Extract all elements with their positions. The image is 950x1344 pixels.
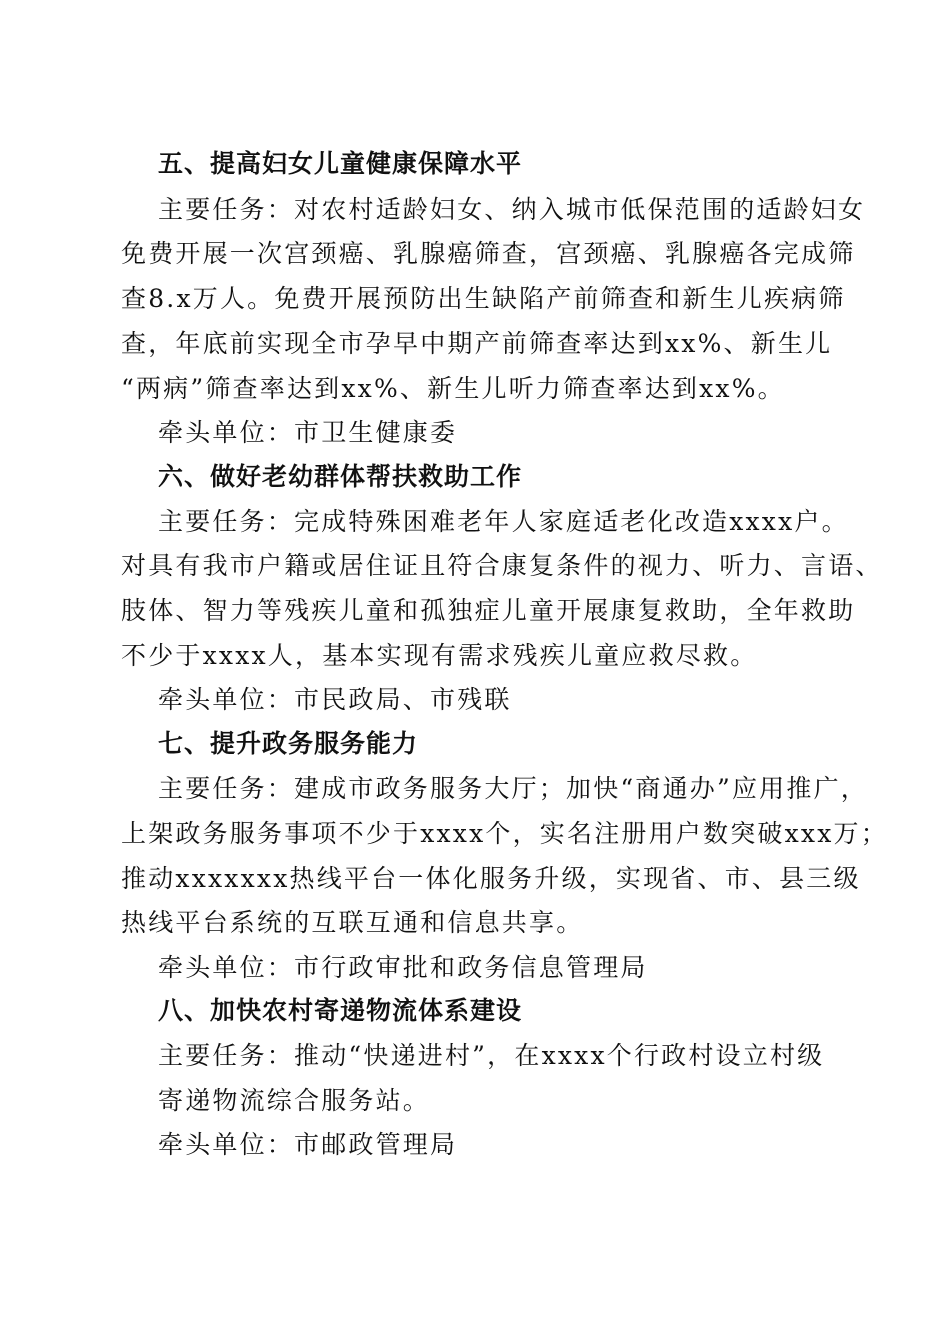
section-5-task-line-5: “两病”筛查率达到xx%、新生儿听力筛查率达到xx%。 [121, 374, 785, 403]
section-6-task-line-3: 肢体、智力等残疾儿童和孤独症儿童开展康复救助，全年救助 [121, 596, 856, 625]
section-5-task-line-1: 主要任务：对农村适龄妇女、纳入城市低保范围的适龄妇女 [158, 195, 866, 224]
section-7-task-line-4: 热线平台系统的互联互通和信息共享。 [121, 908, 584, 937]
section-8-task-line-1: 主要任务：推动“快递进村”，在xxxx个行政村设立村级 [158, 1041, 825, 1070]
section-5-task-line-2: 免费开展一次宫颈癌、乳腺癌筛查，宫颈癌、乳腺癌各完成筛 [121, 239, 856, 268]
section-6-task-line-1: 主要任务：完成特殊困难老年人家庭适老化改造xxxx户。 [158, 507, 849, 536]
section-5-task-line-3: 查8.x万人。免费开展预防出生缺陷产前筛查和新生儿疾病筛 [121, 284, 846, 313]
section-5-lead-unit: 牵头单位：市卫生健康委 [158, 418, 458, 447]
section-8-task-line-2: 寄递物流综合服务站。 [158, 1086, 431, 1115]
section-7-task-line-3: 推动xxxxxxx热线平台一体化服务升级，实现省、市、县三级 [121, 864, 861, 893]
section-7-task-line-2: 上架政务服务事项不少于xxxx个，实名注册用户数突破xxx万； [121, 819, 888, 848]
section-8-lead-unit: 牵头单位：市邮政管理局 [158, 1130, 458, 1159]
section-5-heading: 五、提高妇女儿童健康保障水平 [158, 149, 523, 178]
section-6-lead-unit: 牵头单位：市民政局、市残联 [158, 685, 512, 714]
section-7-lead-unit: 牵头单位：市行政审批和政务信息管理局 [158, 953, 648, 982]
section-6-task-line-2: 对具有我市户籍或居住证且符合康复条件的视力、听力、言语、 [121, 551, 883, 580]
section-5-task-line-4: 查，年底前实现全市孕早中期产前筛查率达到xx%、新生儿 [121, 329, 833, 358]
section-7-heading: 七、提升政务服务能力 [158, 729, 419, 758]
section-7-task-line-1: 主要任务：建成市政务服务大厅；加快“商通办”应用推广， [158, 774, 868, 803]
section-6-task-line-4: 不少于xxxx人，基本实现有需求残疾儿童应救尽救。 [121, 641, 758, 670]
section-6-heading: 六、做好老幼群体帮扶救助工作 [158, 462, 523, 491]
section-8-heading: 八、加快农村寄递物流体系建设 [158, 996, 523, 1025]
